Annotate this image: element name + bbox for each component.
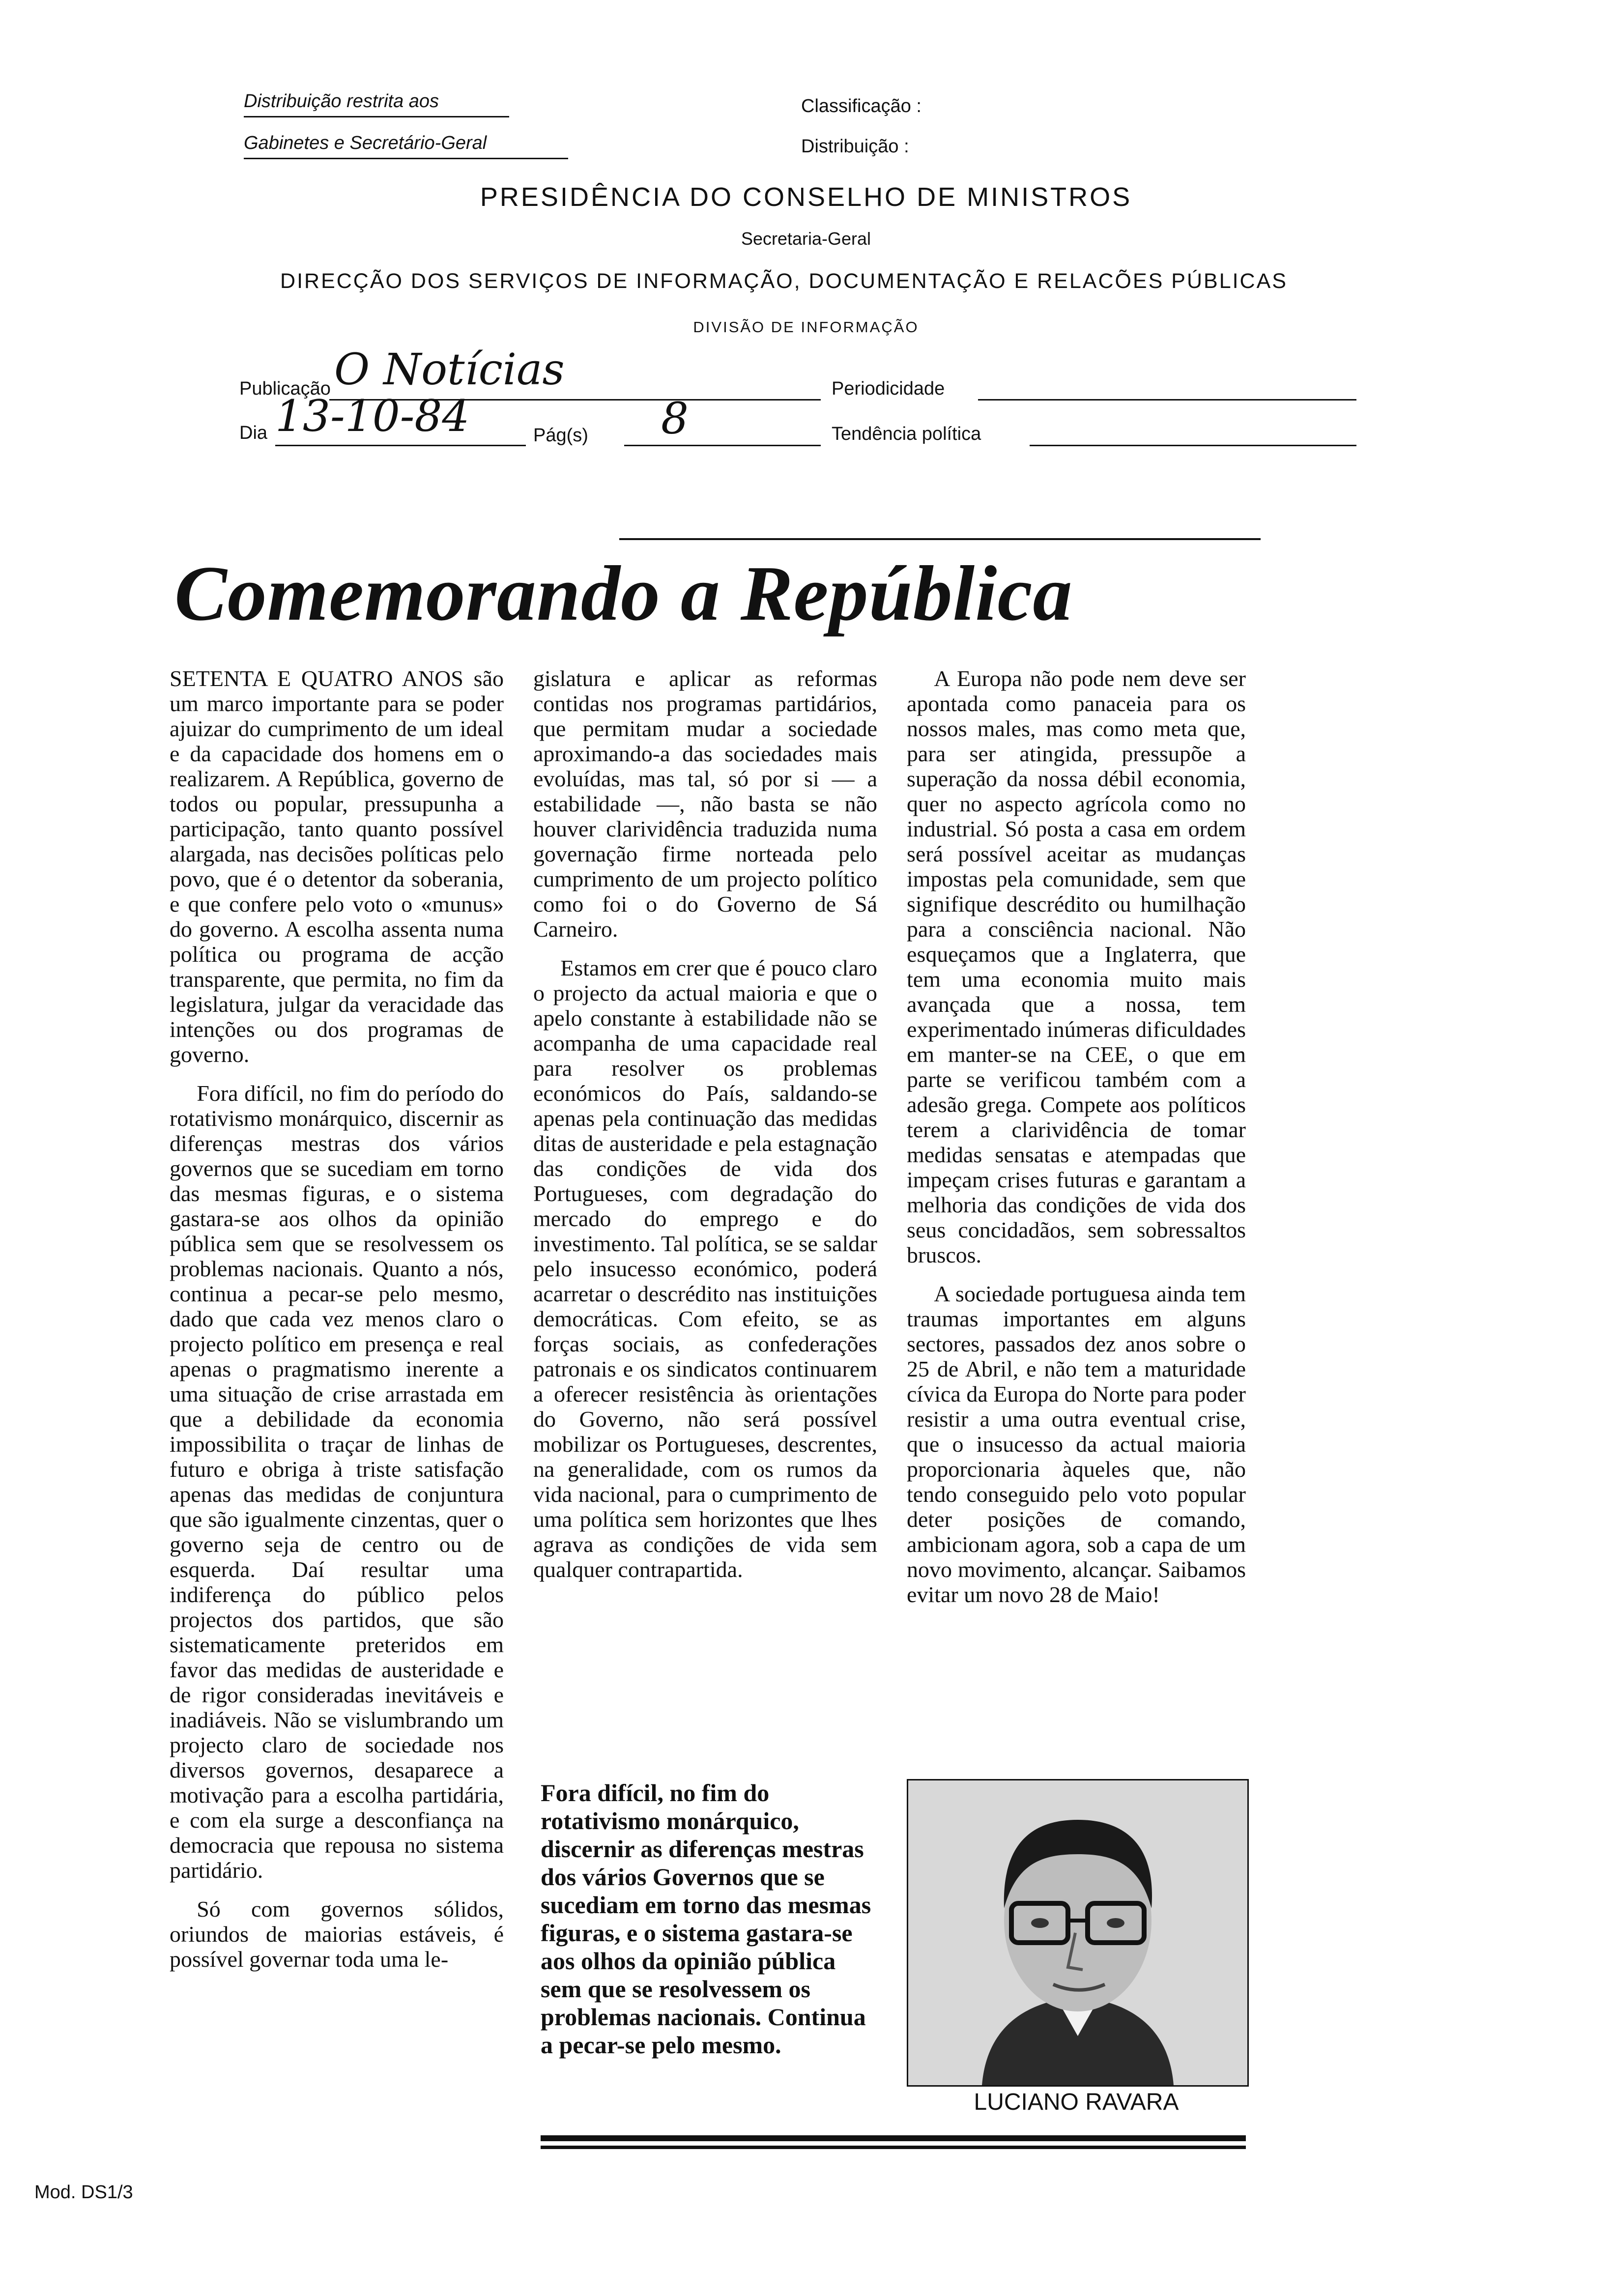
- article-paragraph: SETENTA E QUATRO ANOS são um marco importante para se poder ajuizar do cumprimento de um ideal e da capacidade dos homens em o realizarem. A República, governo de todos ou popular, pressupunha a participação, tanto quanto possível alargada, nas decisões políticas pelo povo, que é o detentor da soberania, e que confere pelo voto o «munus» do governo. A escolha assenta numa política ou programa de acção transparente, que permita, no fim da legislatura, julgar da veracidade das intenções ou dos programas de governo.: [170, 666, 504, 1067]
- presidency-heading: PRESIDÊNCIA DO CONSELHO DE MINISTROS: [480, 182, 1132, 212]
- distribution-label: Distribuição :: [801, 136, 909, 157]
- article-paragraph: A sociedade portuguesa ainda tem traumas importantes em alguns sectores, passados dez anos sobre o 25 de Abril, e não tem a maturidade cívica da Europa do Norte para poder resistir a uma outra eventual crise, que o insucesso da actual maioria proporcionaria àqueles que, não tendo conseguido pelo voto popular deter posições de comando, ambicionam agora, sob a capa de um novo movimento, alcançar. Saibamos evitar um novo 28 de Maio!: [907, 1281, 1246, 1607]
- article-column-2: [533, 666, 877, 1582]
- publication-value: O Notícias: [334, 344, 565, 395]
- divider: [244, 116, 509, 117]
- pages-value: 8: [661, 393, 689, 444]
- author-portrait-image: [908, 1780, 1247, 2085]
- article-top-rule: [619, 538, 1261, 540]
- political-tendency-underline: [1030, 445, 1356, 446]
- publication-label: Publicação: [239, 378, 331, 399]
- political-tendency-label: Tendência política: [832, 424, 981, 444]
- day-underline: [275, 445, 526, 446]
- day-value: 13-10-84: [275, 391, 470, 441]
- article-bottom-rule: [541, 2135, 1246, 2141]
- article-column-1: [170, 666, 504, 1972]
- article-paragraph: gislatura e aplicar as reformas contidas nos programas partidários, que permitam mudar a sociedade aproximando-a das sociedades mais evoluídas, mas tal, só por si — a estabilidade —, não basta se não houver clarividência traduzida numa governação firme norteada pelo cumprimento de um projecto político como foi o do Governo de Sá Carneiro.: [533, 666, 877, 942]
- pull-quote: Fora difícil, no fim do rotativismo monárquico, discernir as diferenças mestras dos vários Governos que se sucediam em torno das mesmas figuras, e o sistema gastara-se aos olhos da opinião pública sem que se resolvessem os problemas nacionais. Continua a pecar-se pelo mesmo.: [541, 1779, 871, 2059]
- secretariat-heading: Secretaria-Geral: [741, 229, 871, 249]
- form-code: Mod. DS1/3: [34, 2182, 133, 2203]
- divider: [244, 158, 568, 159]
- classification-label: Classificação :: [801, 96, 921, 116]
- article-paragraph: A Europa não pode nem deve ser apontada como panaceia para os nossos males, mas como meta que, para ser atingida, pressupõe a superação da nossa débil economia, quer no aspecto agrícola como no industrial. Só posta a casa em ordem será possível aceitar as mudanças impostas pela comunidade, sem que signifique descrédito ou humilhação para a consciência nacional. Não esqueçamos que a Inglaterra, que tem uma economia muito mais avançada que a nossa, tem experimentado inúmeras dificuldades em manter-se na CEE, o que em parte se verificou também com a adesão grega. Compete aos políticos terem a clarividência de tomar medidas sensatas e atempadas que impeçam crises futuras e garantam a melhoria das condições de vida dos seus concidadãos, sem sobressaltos bruscos.: [907, 666, 1246, 1267]
- article-title: Comemorando a República: [174, 549, 1073, 637]
- restricted-distribution-line1: Distribuição restrita aos: [244, 91, 439, 112]
- restricted-distribution-line2: Gabinetes e Secretário-Geral: [244, 133, 487, 153]
- article-paragraph: Fora difícil, no fim do período do rotativismo monárquico, discernir as diferenças mestras dos vários governos que se sucediam em torno das mesmas figuras, e o sistema gastara-se aos olhos da opinião pública sem que se resolvessem os problemas nacionais. Quanto a nós, continua a pecar-se pelo mesmo, dado que cada vez menos claro o projecto político em presença e real apenas o pragmatismo inerente a uma situação de crise arrastada em que a debilidade da economia impossibilita o traçar de linhas de futuro e obriga à triste satisfação apenas das medidas de conjuntura que são igualmente cinzentas, quer o governo seja de centro ou de esquerda. Daí resultar uma indiferença do público pelos projectos dos partidos, que são sistematicamente preteridos em favor das medidas de austeridade e de rigor consideradas inevitáveis e inadiáveis. Não se vislumbrando um projecto claro de sociedade nos diversos governos, desaparece a motivação para a escolha partidária, e com ela surge a desconfiança na democracia que repousa no sistema partidário.: [170, 1081, 504, 1883]
- article-column-3: [907, 666, 1246, 1607]
- periodicity-underline: [978, 399, 1356, 401]
- pages-label: Pág(s): [533, 425, 588, 446]
- article-paragraph: Estamos em crer que é pouco claro o projecto da actual maioria e que o apelo constante à estabilidade não se acompanha de uma capacidade real para resolver os problemas económicos do País, saldando-se apenas pela continuação das medidas ditas de austeridade e pela estagnação das condições de vida dos Portugueses, com degradação do mercado do emprego e do investimento. Tal política, se se saldar pelo insucesso económico, poderá acarretar o descrédito nas instituições democráticas. Com efeito, se as forças sociais, as confederações patronais e os sindicatos continuarem a oferecer resistência às orientações do Governo, não será possível mobilizar os Portugueses, descrentes, na generalidade, com os rumos da vida nacional, para o cumprimento de uma política sem horizontes que lhes agrava as condições de vida sem qualquer contrapartida.: [533, 955, 877, 1582]
- pages-underline: [624, 445, 821, 446]
- periodicity-label: Periodicidade: [832, 378, 945, 399]
- division-heading: DIVISÃO DE INFORMAÇÃO: [693, 318, 919, 336]
- author-photo: [907, 1779, 1249, 2087]
- article-paragraph: Só com governos sólidos, oriundos de maiorias estáveis, é possível governar toda uma le-: [170, 1896, 504, 1972]
- article-bottom-rule-thin: [541, 2146, 1246, 2149]
- directorate-heading: DIRECÇÃO DOS SERVIÇOS DE INFORMAÇÃO, DOCUMENTAÇÃO E RELACÕES PÚBLICAS: [280, 269, 1288, 293]
- day-label: Dia: [239, 423, 268, 443]
- author-name: LUCIANO RAVARA: [974, 2089, 1179, 2115]
